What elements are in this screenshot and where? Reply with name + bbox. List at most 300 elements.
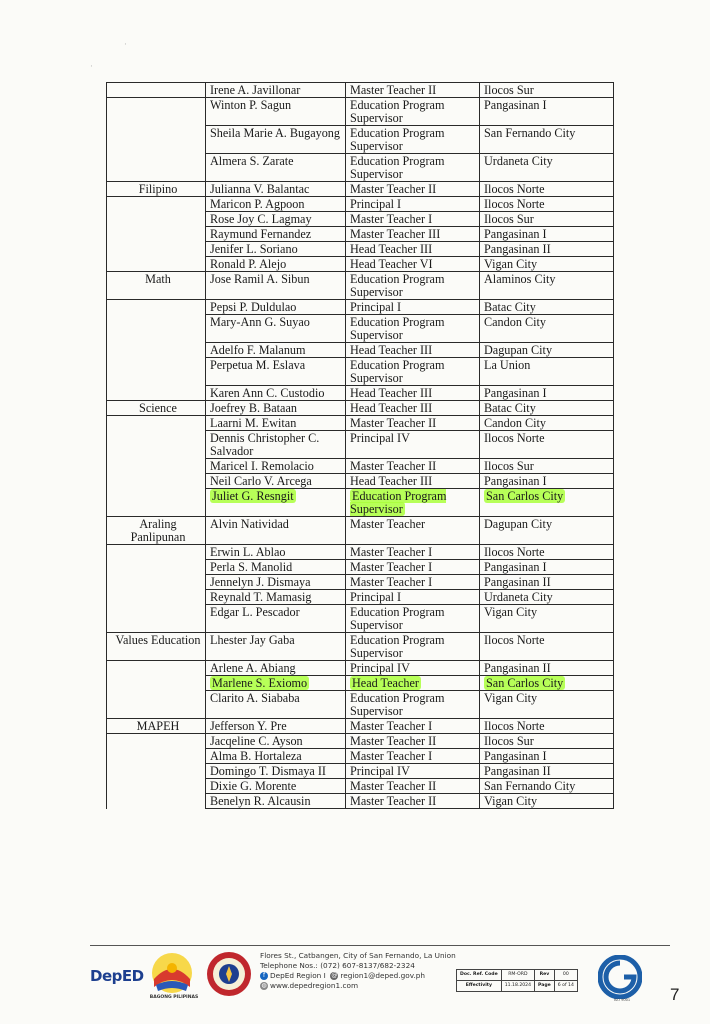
position-cell bbox=[346, 489, 480, 517]
table-row bbox=[107, 154, 614, 182]
subject-cell bbox=[107, 257, 206, 272]
division-text: Ilocos Norte bbox=[484, 545, 545, 559]
table-row bbox=[107, 401, 614, 416]
name-cell bbox=[206, 489, 346, 517]
division-cell bbox=[480, 545, 614, 560]
name-text: Ronald P. Alejo bbox=[210, 257, 287, 271]
position-cell bbox=[346, 431, 480, 459]
division-text: Ilocos Norte bbox=[484, 197, 545, 211]
table-row bbox=[107, 431, 614, 459]
position-text: Head Teacher VI bbox=[350, 257, 433, 271]
name-text: Adelfo F. Malanum bbox=[210, 343, 306, 357]
division-cell bbox=[480, 182, 614, 197]
subject-cell bbox=[107, 343, 206, 358]
table-row bbox=[107, 560, 614, 575]
division-text: Vigan City bbox=[484, 257, 538, 271]
position-text: Master Teacher I bbox=[350, 212, 433, 226]
division-text: Batac City bbox=[484, 300, 536, 314]
name-cell bbox=[206, 676, 346, 691]
table-row bbox=[107, 98, 614, 126]
position-text: Master Teacher II bbox=[350, 459, 437, 473]
name-text: Juliet G. Resngit bbox=[212, 489, 294, 503]
name-cell bbox=[206, 227, 346, 242]
position-cell bbox=[346, 416, 480, 431]
table-row bbox=[107, 257, 614, 272]
position-cell bbox=[346, 719, 480, 734]
division-cell bbox=[480, 474, 614, 489]
position-text: Master Teacher III bbox=[350, 227, 441, 241]
email-text: region1@deped.gov.ph bbox=[340, 971, 426, 980]
position-cell bbox=[346, 343, 480, 358]
subject-cell bbox=[107, 590, 206, 605]
name-text: Rose Joy C. Lagmay bbox=[210, 212, 312, 226]
table-row bbox=[107, 764, 614, 779]
position-cell bbox=[346, 590, 480, 605]
name-text: Joefrey B. Bataan bbox=[210, 401, 297, 415]
position-text: Principal I bbox=[350, 197, 402, 211]
name-text: Jefferson Y. Pre bbox=[210, 719, 287, 733]
name-text: Raymund Fernandez bbox=[210, 227, 312, 241]
division-text: Pangasinan I bbox=[484, 227, 547, 241]
division-cell bbox=[480, 272, 614, 300]
division-text: Ilocos Sur bbox=[484, 212, 534, 226]
contact-block bbox=[260, 951, 456, 991]
subject-cell bbox=[107, 661, 206, 676]
name-cell bbox=[206, 794, 346, 809]
email-icon: @ bbox=[331, 972, 338, 979]
position-cell bbox=[346, 633, 480, 661]
subject-cell bbox=[107, 358, 206, 386]
subject-cell: Araling Panlipunan bbox=[107, 517, 206, 545]
table-row bbox=[107, 459, 614, 474]
division-cell bbox=[480, 343, 614, 358]
name-text: Erwin L. Ablao bbox=[210, 545, 286, 559]
position-text: Master Teacher II bbox=[350, 734, 437, 748]
position-cell bbox=[346, 560, 480, 575]
name-cell bbox=[206, 590, 346, 605]
name-cell bbox=[206, 257, 346, 272]
name-text: Dennis Christopher C. Salvador bbox=[210, 431, 320, 458]
division-text: Pangasinan II bbox=[484, 661, 551, 675]
subject-cell: MAPEH bbox=[107, 719, 206, 734]
facebook-icon: f bbox=[260, 972, 268, 980]
position-cell bbox=[346, 734, 480, 749]
telephone-text: Telephone Nos.: (072) 607-8137/682-2324 bbox=[260, 961, 415, 970]
division-cell bbox=[480, 590, 614, 605]
position-cell bbox=[346, 182, 480, 197]
division-cell bbox=[480, 633, 614, 661]
bagong-pilipinas-text: BAGONG PILIPINAS bbox=[149, 995, 199, 1000]
position-text: Education Program Supervisor bbox=[350, 605, 445, 632]
name-cell bbox=[206, 691, 346, 719]
table-row bbox=[107, 300, 614, 315]
name-text: Reynald T. Mamasig bbox=[210, 590, 312, 604]
subject-cell bbox=[107, 98, 206, 126]
division-text: Dagupan City bbox=[484, 343, 553, 357]
position-text: Head Teacher bbox=[352, 676, 419, 690]
position-text: Head Teacher III bbox=[350, 401, 433, 415]
division-text: Pangasinan I bbox=[484, 474, 547, 488]
division-text: Ilocos Norte bbox=[484, 431, 545, 445]
name-text: Neil Carlo V. Arcega bbox=[210, 474, 312, 488]
name-text: Winton P. Sagun bbox=[210, 98, 292, 112]
division-text: San Fernando City bbox=[484, 779, 576, 793]
doc-ref-label: Doc. Ref. Code bbox=[457, 970, 502, 981]
position-text: Master Teacher II bbox=[350, 779, 437, 793]
position-text: Master Teacher I bbox=[350, 719, 433, 733]
name-cell bbox=[206, 416, 346, 431]
division-cell bbox=[480, 154, 614, 182]
name-text: Domingo T. Dismaya II bbox=[210, 764, 326, 778]
division-cell bbox=[480, 489, 614, 517]
table-row bbox=[107, 691, 614, 719]
subject-cell: Math bbox=[107, 272, 206, 300]
subject-cell bbox=[107, 227, 206, 242]
name-cell bbox=[206, 633, 346, 661]
position-cell bbox=[346, 257, 480, 272]
division-cell bbox=[480, 386, 614, 401]
position-text: Master Teacher II bbox=[350, 182, 437, 196]
position-text: Master Teacher I bbox=[350, 575, 433, 589]
name-text: Irene A. Javillonar bbox=[210, 83, 301, 97]
name-cell bbox=[206, 386, 346, 401]
position-cell bbox=[346, 154, 480, 182]
name-cell bbox=[206, 459, 346, 474]
name-cell bbox=[206, 182, 346, 197]
name-text: Alvin Natividad bbox=[210, 517, 289, 531]
position-text: Master Teacher bbox=[350, 517, 426, 531]
table-row bbox=[107, 343, 614, 358]
table-row bbox=[107, 197, 614, 212]
name-cell bbox=[206, 575, 346, 590]
position-text: Education Program Supervisor bbox=[350, 315, 445, 342]
position-text: Education Program Supervisor bbox=[350, 126, 445, 153]
division-cell bbox=[480, 749, 614, 764]
position-text: Principal IV bbox=[350, 431, 410, 445]
division-text: Pangasinan I bbox=[484, 749, 547, 763]
roster-body bbox=[107, 83, 614, 809]
table-row bbox=[107, 749, 614, 764]
position-cell bbox=[346, 300, 480, 315]
name-cell bbox=[206, 154, 346, 182]
position-cell bbox=[346, 474, 480, 489]
position-text: Education Program Supervisor bbox=[350, 633, 445, 660]
scan-speck: · bbox=[124, 40, 127, 50]
subject-cell bbox=[107, 126, 206, 154]
division-text: La Union bbox=[484, 358, 531, 372]
table-row bbox=[107, 605, 614, 633]
position-cell bbox=[346, 98, 480, 126]
subject-cell bbox=[107, 83, 206, 98]
name-cell bbox=[206, 242, 346, 257]
division-text: Ilocos Norte bbox=[484, 182, 545, 196]
position-text: Master Teacher II bbox=[350, 794, 437, 808]
table-row bbox=[107, 83, 614, 98]
position-cell bbox=[346, 517, 480, 545]
name-cell bbox=[206, 272, 346, 300]
name-text: Pepsi P. Duldulao bbox=[210, 300, 297, 314]
globe-icon: ◍ bbox=[261, 982, 267, 989]
name-text: Maricon P. Agpoon bbox=[210, 197, 305, 211]
division-cell bbox=[480, 431, 614, 459]
table-row bbox=[107, 227, 614, 242]
division-cell bbox=[480, 764, 614, 779]
position-text: Education Program Supervisor bbox=[350, 272, 445, 299]
position-cell bbox=[346, 779, 480, 794]
position-cell bbox=[346, 661, 480, 676]
division-cell bbox=[480, 401, 614, 416]
page-value: 6 of 14 bbox=[554, 981, 577, 992]
name-text: Sheila Marie A. Bugayong bbox=[210, 126, 340, 140]
name-text: Dixie G. Morente bbox=[210, 779, 297, 793]
division-cell bbox=[480, 459, 614, 474]
table-row bbox=[107, 676, 614, 691]
subject-cell bbox=[107, 300, 206, 315]
division-text: Urdaneta City bbox=[484, 154, 553, 168]
name-cell bbox=[206, 779, 346, 794]
table-row bbox=[107, 734, 614, 749]
position-cell bbox=[346, 676, 480, 691]
subject-cell bbox=[107, 560, 206, 575]
table-row bbox=[107, 386, 614, 401]
name-cell bbox=[206, 719, 346, 734]
position-text: Principal I bbox=[350, 300, 402, 314]
position-cell bbox=[346, 315, 480, 343]
name-text: Jacqeline C. Ayson bbox=[210, 734, 303, 748]
table-row bbox=[107, 719, 614, 734]
division-cell bbox=[480, 242, 614, 257]
division-cell bbox=[480, 691, 614, 719]
document-control-table bbox=[456, 969, 578, 992]
table-row bbox=[107, 242, 614, 257]
subject-cell: Science bbox=[107, 401, 206, 416]
position-text: Education Program Supervisor bbox=[350, 98, 445, 125]
division-text: Candon City bbox=[484, 416, 546, 430]
division-cell bbox=[480, 794, 614, 809]
division-cell bbox=[480, 126, 614, 154]
position-cell bbox=[346, 401, 480, 416]
division-text: Dagupan City bbox=[484, 517, 553, 531]
name-text: Jose Ramil A. Sibun bbox=[210, 272, 310, 286]
division-text: Vigan City bbox=[484, 691, 538, 705]
position-cell bbox=[346, 126, 480, 154]
table-row bbox=[107, 358, 614, 386]
table-row bbox=[107, 126, 614, 154]
subject-cell bbox=[107, 212, 206, 227]
position-text: Master Teacher I bbox=[350, 545, 433, 559]
table-row bbox=[107, 575, 614, 590]
position-text: Head Teacher III bbox=[350, 242, 433, 256]
division-text: Ilocos Norte bbox=[484, 719, 545, 733]
position-text: Master Teacher I bbox=[350, 560, 433, 574]
position-text: Head Teacher III bbox=[350, 343, 433, 357]
division-cell bbox=[480, 83, 614, 98]
name-text: Arlene A. Abiang bbox=[210, 661, 296, 675]
name-text: Karen Ann C. Custodio bbox=[210, 386, 325, 400]
division-cell bbox=[480, 257, 614, 272]
division-cell bbox=[480, 560, 614, 575]
table-row bbox=[107, 590, 614, 605]
name-text: Clarito A. Siababa bbox=[210, 691, 300, 705]
table-row bbox=[107, 182, 614, 197]
position-text: Education Program Supervisor bbox=[350, 691, 445, 718]
division-cell bbox=[480, 300, 614, 315]
name-cell bbox=[206, 401, 346, 416]
division-text: Ilocos Sur bbox=[484, 734, 534, 748]
name-cell bbox=[206, 734, 346, 749]
name-text: Edgar L. Pescador bbox=[210, 605, 300, 619]
subject-cell: Filipino bbox=[107, 182, 206, 197]
position-cell bbox=[346, 575, 480, 590]
position-cell bbox=[346, 794, 480, 809]
facebook-text: DepEd Region I bbox=[270, 971, 326, 980]
name-cell bbox=[206, 212, 346, 227]
division-text: Vigan City bbox=[484, 605, 538, 619]
name-cell bbox=[206, 126, 346, 154]
name-cell bbox=[206, 343, 346, 358]
subject-cell bbox=[107, 459, 206, 474]
division-text: San Carlos City bbox=[486, 489, 564, 503]
name-text: Alma B. Hortaleza bbox=[210, 749, 302, 763]
name-cell bbox=[206, 560, 346, 575]
name-text: Julianna V. Balantac bbox=[210, 182, 310, 196]
footer-rule bbox=[90, 945, 670, 946]
position-cell bbox=[346, 459, 480, 474]
position-cell bbox=[346, 212, 480, 227]
rev-value: 00 bbox=[554, 970, 577, 981]
position-text: Education Program Supervisor bbox=[350, 358, 445, 385]
subject-cell bbox=[107, 764, 206, 779]
subject-cell bbox=[107, 154, 206, 182]
name-text: Almera S. Zarate bbox=[210, 154, 294, 168]
division-text: Urdaneta City bbox=[484, 590, 553, 604]
name-cell bbox=[206, 517, 346, 545]
table-row bbox=[107, 779, 614, 794]
effectivity-label: Effectivity bbox=[457, 981, 502, 992]
name-cell bbox=[206, 545, 346, 560]
division-cell bbox=[480, 227, 614, 242]
name-cell bbox=[206, 315, 346, 343]
deped-logo bbox=[90, 967, 144, 989]
subject-cell bbox=[107, 315, 206, 343]
name-text: Lhester Jay Gaba bbox=[210, 633, 295, 647]
position-text: Education Program Supervisor bbox=[350, 489, 447, 516]
name-text: Laarni M. Ewitan bbox=[210, 416, 297, 430]
division-cell bbox=[480, 719, 614, 734]
division-cell bbox=[480, 734, 614, 749]
division-cell bbox=[480, 197, 614, 212]
effectivity-value: 11.18.2024 bbox=[501, 981, 534, 992]
division-cell bbox=[480, 779, 614, 794]
page-footer bbox=[90, 945, 670, 1005]
page-label: Page bbox=[535, 981, 555, 992]
subject-cell bbox=[107, 734, 206, 749]
division-text: San Carlos City bbox=[486, 676, 564, 690]
position-text: Principal IV bbox=[350, 661, 410, 675]
subject-cell bbox=[107, 474, 206, 489]
position-cell bbox=[346, 749, 480, 764]
subject-cell bbox=[107, 416, 206, 431]
subject-cell bbox=[107, 431, 206, 459]
name-text: Benelyn R. Alcausin bbox=[210, 794, 311, 808]
name-text: Maricel I. Remolacio bbox=[210, 459, 314, 473]
table-row bbox=[107, 474, 614, 489]
handwritten-page-number: 7 bbox=[670, 985, 680, 1004]
division-cell bbox=[480, 416, 614, 431]
position-cell bbox=[346, 272, 480, 300]
division-text: Pangasinan II bbox=[484, 575, 551, 589]
division-text: Batac City bbox=[484, 401, 536, 415]
division-cell bbox=[480, 605, 614, 633]
division-cell bbox=[480, 575, 614, 590]
subject-cell bbox=[107, 489, 206, 517]
table-row bbox=[107, 315, 614, 343]
position-cell bbox=[346, 691, 480, 719]
name-cell bbox=[206, 764, 346, 779]
name-cell bbox=[206, 749, 346, 764]
subject-cell bbox=[107, 386, 206, 401]
subject-cell bbox=[107, 575, 206, 590]
position-cell bbox=[346, 358, 480, 386]
division-cell bbox=[480, 661, 614, 676]
division-cell bbox=[480, 212, 614, 227]
position-text: Master Teacher II bbox=[350, 416, 437, 430]
table-row bbox=[107, 794, 614, 809]
name-text: Mary-Ann G. Suyao bbox=[210, 315, 310, 329]
table-row bbox=[107, 416, 614, 431]
table-row bbox=[107, 633, 614, 661]
subject-cell: Values Education bbox=[107, 633, 206, 661]
name-cell bbox=[206, 605, 346, 633]
position-cell bbox=[346, 605, 480, 633]
position-cell bbox=[346, 386, 480, 401]
name-cell bbox=[206, 83, 346, 98]
position-text: Education Program Supervisor bbox=[350, 154, 445, 181]
table-row bbox=[107, 212, 614, 227]
name-text: Marlene S. Exiomo bbox=[212, 676, 308, 690]
position-text: Master Teacher I bbox=[350, 749, 433, 763]
subject-cell bbox=[107, 197, 206, 212]
table-row bbox=[107, 545, 614, 560]
subject-cell bbox=[107, 676, 206, 691]
subject-cell bbox=[107, 605, 206, 633]
name-text: Perpetua M. Eslava bbox=[210, 358, 306, 372]
subject-cell bbox=[107, 749, 206, 764]
table-row bbox=[107, 661, 614, 676]
division-text: Pangasinan II bbox=[484, 242, 551, 256]
iso-caption: ISO 9001 bbox=[613, 998, 631, 1002]
name-cell bbox=[206, 197, 346, 212]
subject-cell bbox=[107, 545, 206, 560]
position-cell bbox=[346, 764, 480, 779]
division-text: Vigan City bbox=[484, 794, 538, 808]
position-cell bbox=[346, 545, 480, 560]
iso-certification-logo bbox=[598, 955, 642, 999]
name-cell bbox=[206, 358, 346, 386]
subject-cell bbox=[107, 794, 206, 809]
position-cell bbox=[346, 197, 480, 212]
division-text: Pangasinan I bbox=[484, 386, 547, 400]
position-text: Head Teacher III bbox=[350, 474, 433, 488]
name-cell bbox=[206, 98, 346, 126]
division-text: Alaminos City bbox=[484, 272, 556, 286]
division-cell bbox=[480, 315, 614, 343]
name-cell bbox=[206, 661, 346, 676]
website-text: www.depedregion1.com bbox=[270, 981, 359, 990]
division-cell bbox=[480, 358, 614, 386]
deped-logo-text: DepED bbox=[90, 967, 144, 985]
position-cell bbox=[346, 83, 480, 98]
